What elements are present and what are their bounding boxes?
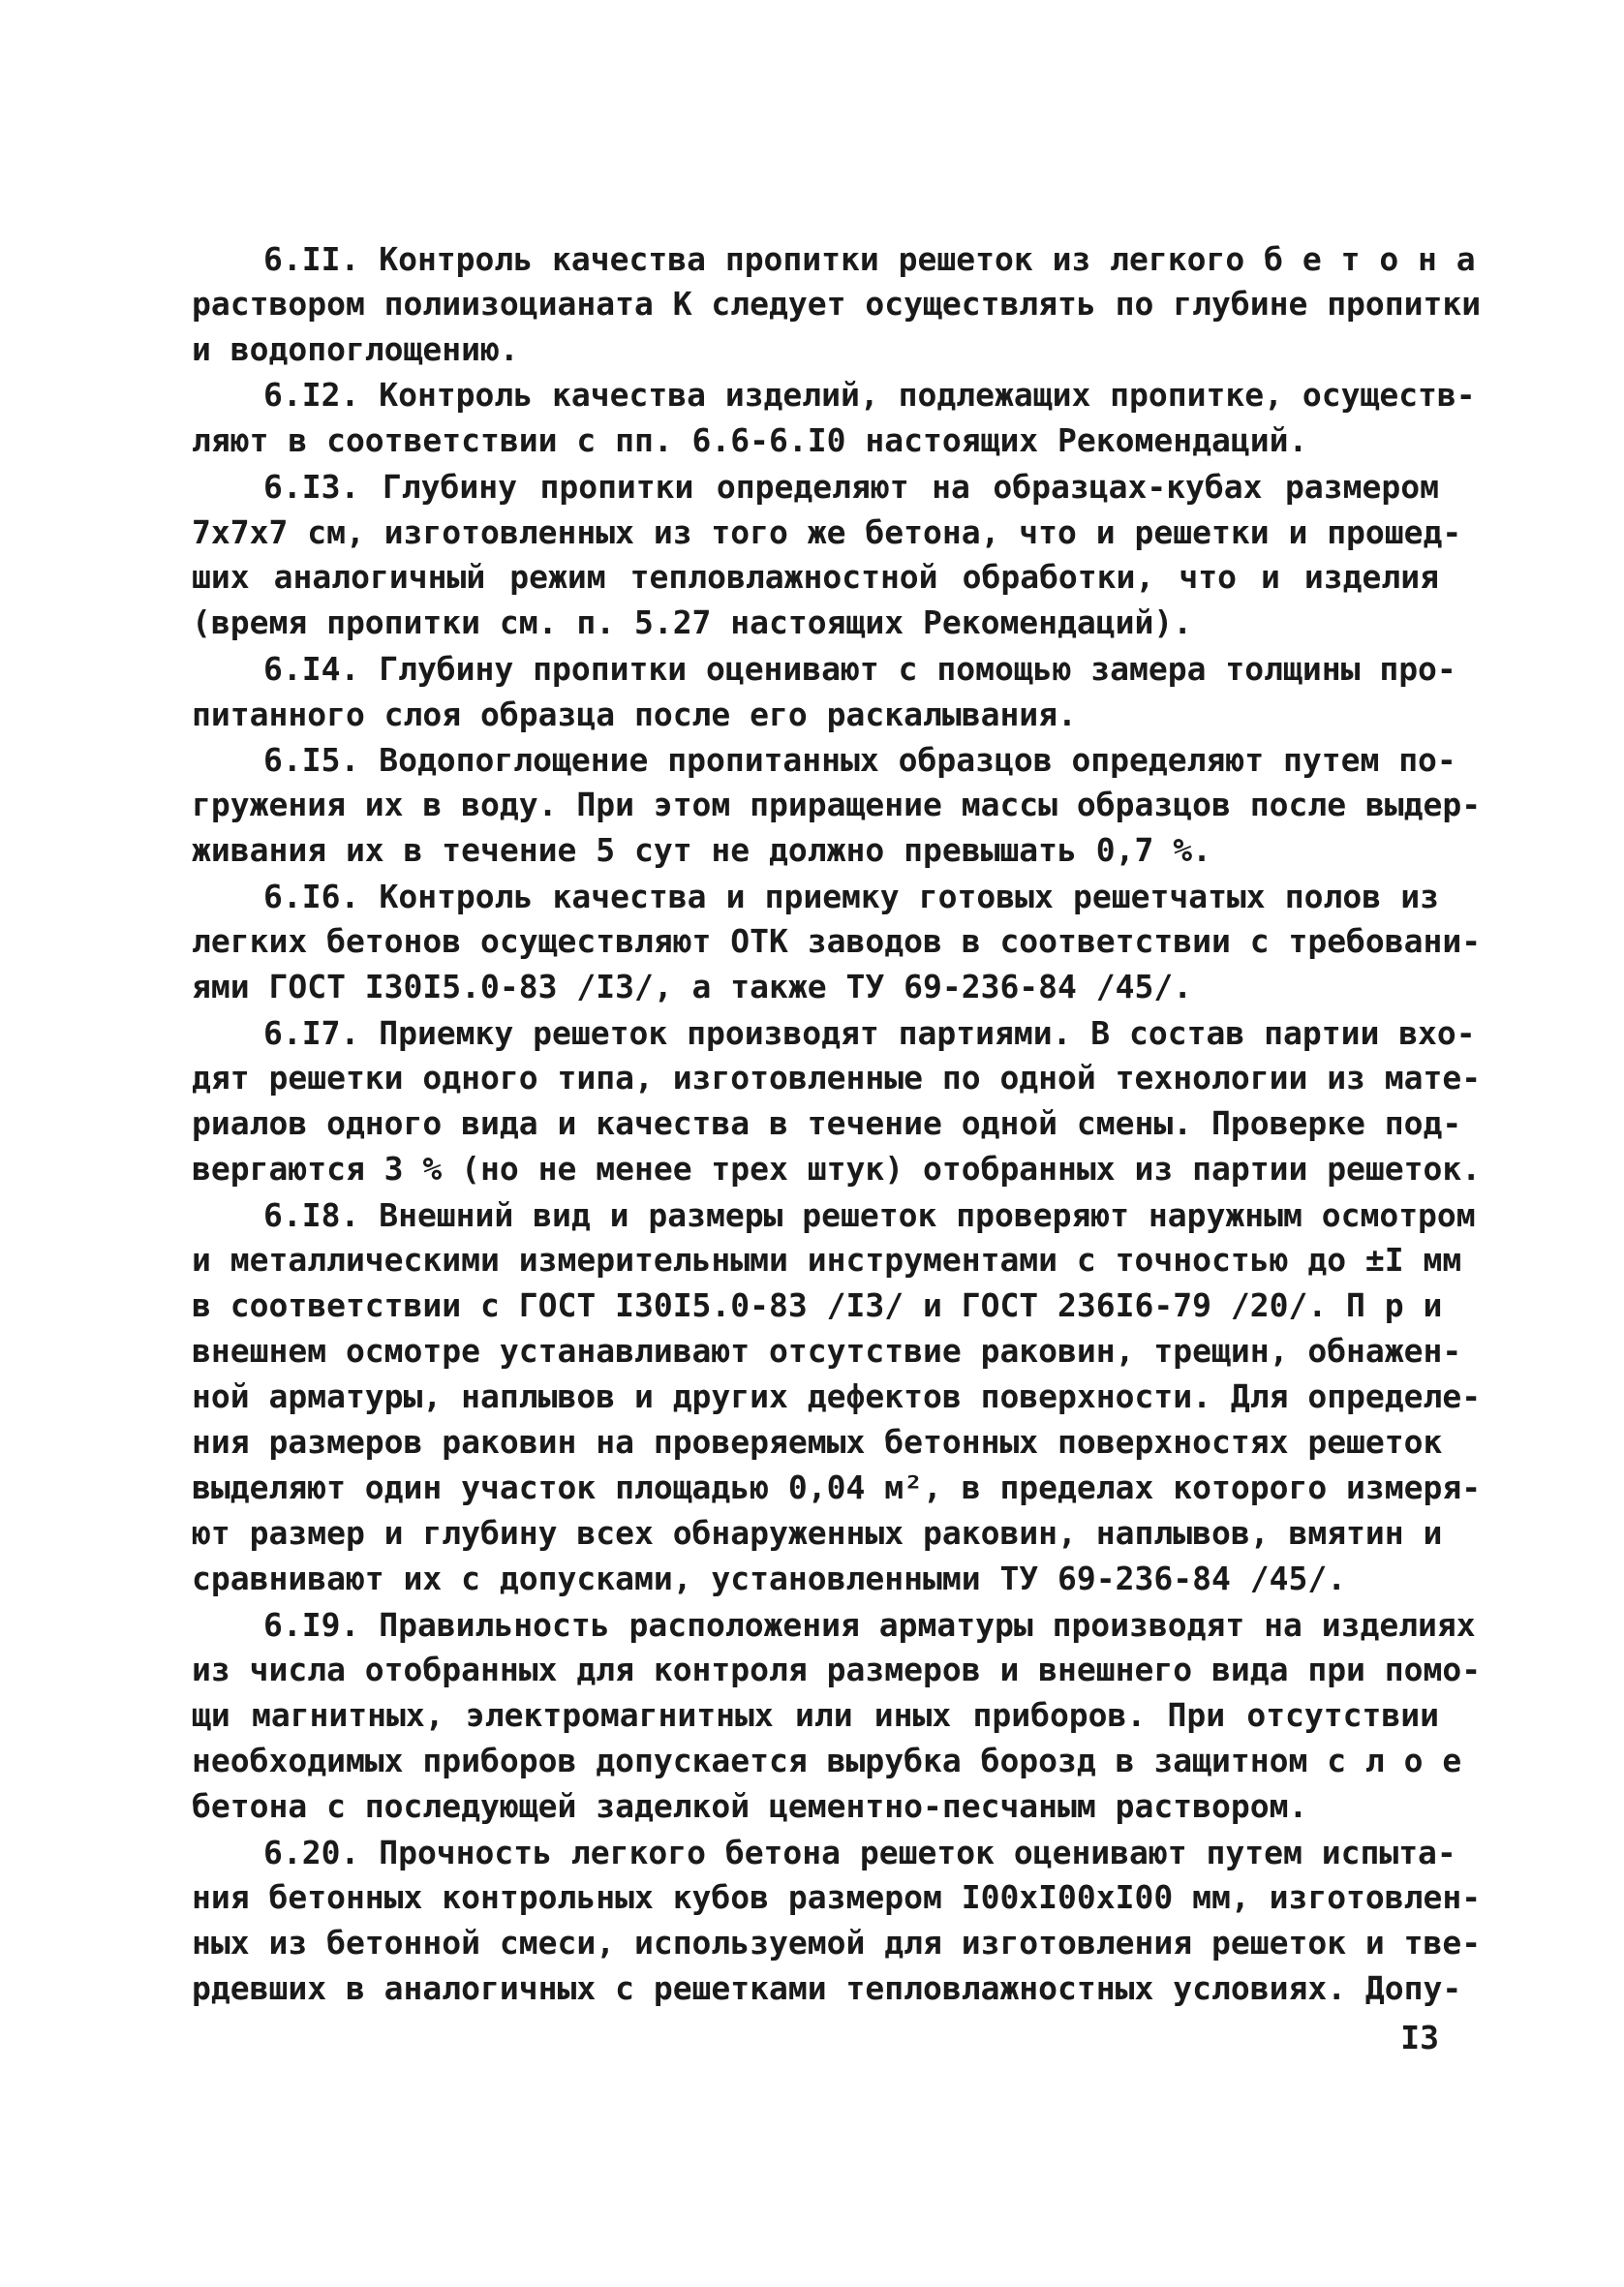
- text-line: гружения их в воду. При этом приращение массы образцов после выдер-: [192, 786, 1482, 823]
- text-line: из числа отобранных для контроля размеров и внешнего вида при помо-: [192, 1651, 1482, 1688]
- text-line: раствором полиизоцианата К следует осуществлять по глубине пропитки: [192, 285, 1482, 323]
- text-line: 6.I3. Глубину пропитки определяют на образцах-кубах размером: [263, 468, 1439, 506]
- text-line: (время пропитки см. п. 5.27 настоящих Рекомендаций).: [192, 603, 1193, 641]
- text-line: легких бетонов осуществляют ОТК заводов в соответствии с требовани-: [192, 922, 1482, 960]
- text-line: ших аналогичный режим тепловлажностной обработки, что и изделия: [192, 558, 1439, 596]
- text-line: 6.20. Прочность легкого бетона решеток оценивают путем испыта-: [263, 1834, 1456, 1871]
- text-line: ния бетонных контрольных кубов размером I00хI00хI00 мм, изготовлен-: [192, 1878, 1482, 1916]
- text-line: и металлическими измерительными инструментами с точностью до ±I мм: [192, 1241, 1462, 1279]
- text-line: питанного слоя образца после его раскалывания.: [192, 695, 1077, 733]
- text-line: в соответствии с ГОСТ I30I5.0-83 /I3/ и ГОСТ 236I6-79 /20/. П р и: [192, 1286, 1443, 1324]
- text-line: выделяют один участок площадью 0,04 м², в пределах которого измеря-: [192, 1468, 1482, 1506]
- text-line: 6.I5. Водопоглощение пропитанных образцов определяют путем по-: [263, 741, 1456, 779]
- text-line: и водопоглощению.: [192, 330, 519, 368]
- text-line: ляют в соответствии с пп. 6.6-6.I0 настоящих Рекомендаций.: [192, 421, 1308, 459]
- text-line: сравнивают их с допусками, установленными ТУ 69-236-84 /45/.: [192, 1560, 1347, 1597]
- text-line: 6.I6. Контроль качества и приемку готовых решетчатых полов из: [263, 878, 1439, 915]
- text-line: дят решетки одного типа, изготовленные по одной технологии из мате-: [192, 1059, 1482, 1097]
- text-line: 6.I4. Глубину пропитки оценивают с помощью замера толщины про-: [263, 650, 1456, 688]
- text-line: внешнем осмотре устанавливают отсутствие раковин, трещин, обнажен-: [192, 1332, 1462, 1370]
- text-line: 6.II. Контроль качества пропитки решеток из легкого б е т о н а: [263, 240, 1476, 278]
- text-line: 6.I7. Приемку решеток производят партиями. В состав партии вхо-: [263, 1014, 1476, 1052]
- text-line: 6.I8. Внешний вид и размеры решеток проверяют наружным осмотром: [263, 1196, 1476, 1234]
- text-line: ния размеров раковин на проверяемых бетонных поверхностях решеток: [192, 1423, 1443, 1461]
- page-number: I3: [1400, 2019, 1439, 2056]
- text-line: вергаются 3 % (но не менее трех штук) отобранных из партии решеток.: [192, 1150, 1482, 1188]
- text-line: ют размер и глубину всех обнаруженных раковин, наплывов, вмятин и: [192, 1514, 1443, 1552]
- text-line: 7х7х7 см, изготовленных из того же бетона, что и решетки и прошед-: [192, 513, 1462, 551]
- text-line: щи магнитных, электромагнитных или иных приборов. При отсутствии: [192, 1696, 1439, 1734]
- text-line: 6.I9. Правильность расположения арматуры производят на изделиях: [263, 1606, 1476, 1644]
- text-line: необходимых приборов допускается вырубка борозд в защитном с л о е: [192, 1742, 1462, 1779]
- text-line: ных из бетонной смеси, используемой для изготовления решеток и тве-: [192, 1924, 1482, 1962]
- text-line: бетона с последующей заделкой цементно-песчаным раствором.: [192, 1787, 1308, 1825]
- text-line: рдевших в аналогичных с решетками тепловлажностных условиях. Допу-: [192, 1969, 1462, 2007]
- text-line: живания их в течение 5 сут не должно превышать 0,7 %.: [192, 831, 1211, 869]
- text-line: риалов одного вида и качества в течение одной смены. Проверке под-: [192, 1104, 1462, 1142]
- text-line: ной арматуры, наплывов и других дефектов поверхности. Для определе-: [192, 1377, 1482, 1415]
- text-line: ями ГОСТ I30I5.0-83 /I3/, а также ТУ 69-236-84 /45/.: [192, 968, 1193, 1005]
- text-line: 6.I2. Контроль качества изделий, подлежащих пропитке, осуществ-: [263, 376, 1476, 414]
